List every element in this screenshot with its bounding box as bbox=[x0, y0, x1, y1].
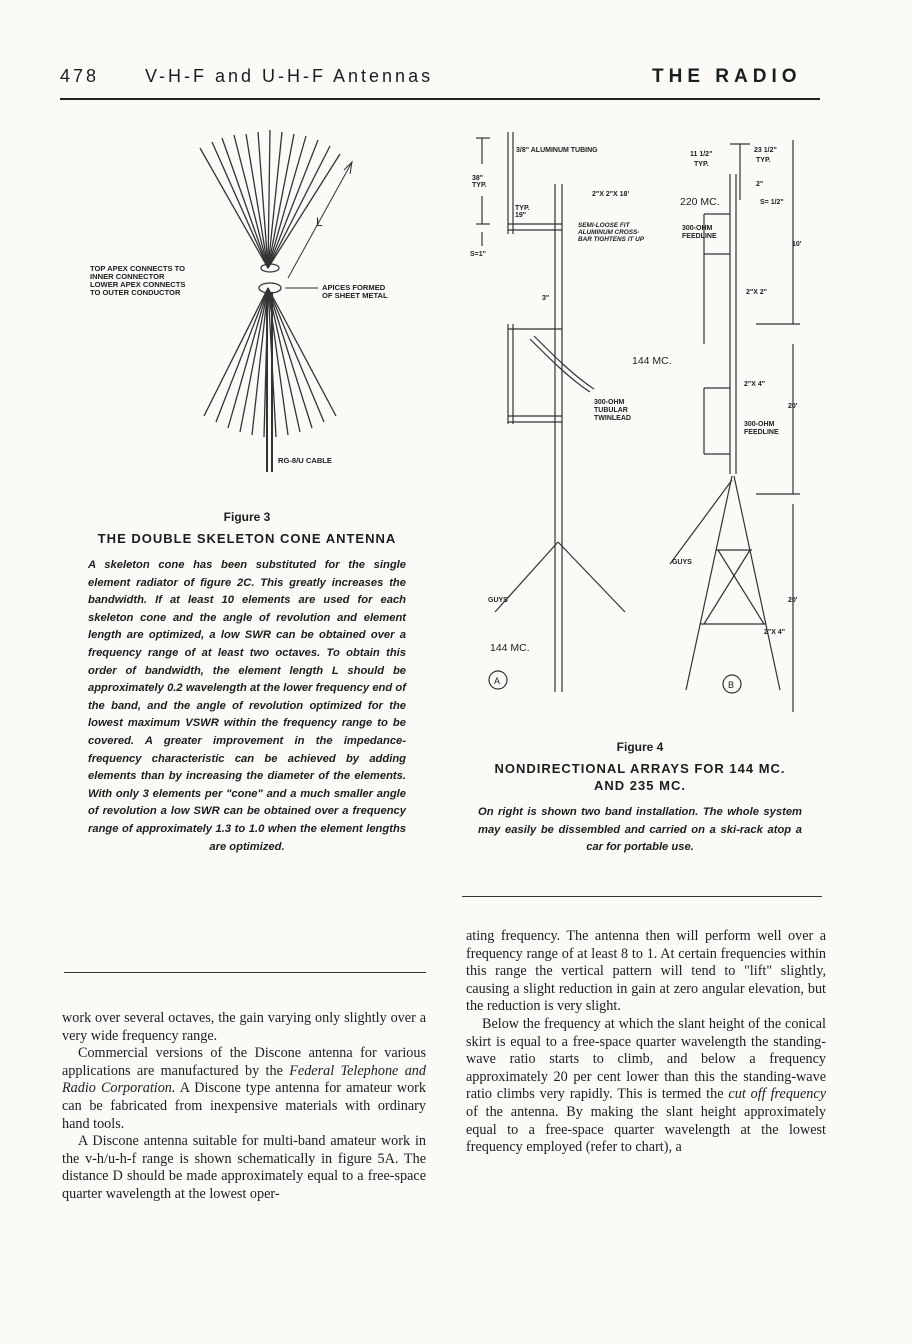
figure-4-title: NONDIRECTIONAL ARRAYS FOR 144 MC. AND 235 MC. bbox=[494, 761, 786, 793]
twinlead-line: TWINLEAD bbox=[594, 415, 631, 422]
mc144-b-label: 144 MC. bbox=[632, 355, 672, 367]
svg-text:TOP APEX CONNECTS TO INNER bbox=[90, 264, 188, 297]
dim-10-label: 10' bbox=[792, 241, 802, 248]
dim-38-line: 38" bbox=[472, 175, 484, 182]
left-column-text bbox=[62, 1010, 426, 1204]
right-column-rule bbox=[462, 896, 822, 897]
text-run: Below the frequency at which the slant height of the conical skirt is equal to a free-space quarter wavelength the standing-wave ratio starts to climb, and below a frequency approximately 20 per cent lower than this the standing-wave ratio climbs very rapidly. This is termed the bbox=[466, 1015, 826, 1103]
paragraph: A Discone antenna suitable for multi-band amateur work in the v-h/u-h-f range is shown schematically in figure 5A. The distance D should be made approximately equal to a free-space quarter wavelength at the lowest oper- bbox=[62, 1133, 426, 1202]
guys-a-label: GUYS bbox=[488, 597, 508, 604]
twinlead-line: 300-OHM bbox=[594, 399, 625, 406]
semi-loose-line: ALUMINUM CROSS- bbox=[578, 229, 640, 236]
dim-23-line: 23 1/2" bbox=[754, 147, 777, 154]
dim-s-half-label: S= 1/2" bbox=[760, 199, 784, 206]
left-column-rule bbox=[64, 972, 426, 973]
semi-loose-line: SEMI-LOOSE FIT bbox=[578, 222, 630, 229]
feed-b1-line: FEEDLINE bbox=[682, 233, 717, 240]
dim-20b-label: 20' bbox=[788, 597, 798, 604]
lumber-b1-label: 2"X 2" bbox=[746, 289, 768, 296]
semi-loose-line: BAR TIGHTENS IT UP bbox=[578, 236, 645, 243]
figure-3-diagram bbox=[60, 110, 480, 500]
paragraph bbox=[466, 1016, 826, 1157]
figure-3-description: A skeleton cone has been substituted for the single element radiator of figure 2C. This greatly increases the bandwidth. If at least 10 elements are used for each skeleton cone and the angle of revolution and element length are optimized, a low SWR can be obtained over a frequency range of at least two octaves. To obtain this order of bandwidth, the element length L should be approximately 0.2 wavelength at the lower frequency end of the band, and the angle of revolution optimized for the lowest maximum VSWR within the frequency range to be covered. A greater improvement in the impedance-frequency characteristic can be achieved by adding elements than by increasing the diameter of the elements. With only 3 elements per "cone" and a much smaller angle of revolution a low SWR can be obtained over a frequency range of approximately 1.3 to 1.0 when the element lengths are optimized. bbox=[88, 559, 406, 853]
figure-3-number: Figure 3 bbox=[223, 510, 271, 524]
apices-label-line: OF SHEET METAL bbox=[322, 291, 388, 300]
dim-23-line: TYP. bbox=[756, 157, 771, 164]
feed-b2-line: FEEDLINE bbox=[744, 429, 779, 436]
running-head-section: V-H-F and U-H-F Antennas bbox=[145, 66, 434, 86]
figure-3-caption bbox=[88, 510, 406, 856]
lumber-label: 2"X 2"X 18' bbox=[592, 191, 630, 198]
lumber-b2-label: 2"X 4" bbox=[744, 381, 766, 388]
dim-11-line: TYP. bbox=[694, 161, 709, 168]
dim-20a-label: 20' bbox=[788, 403, 798, 410]
page-number: 478 bbox=[60, 66, 100, 86]
dim-2-label: 2" bbox=[756, 181, 764, 188]
dim-11-line: 11 1/2" bbox=[690, 151, 713, 158]
text-run: Commercial versions of the Discone antenna for various applications are manufactured by the bbox=[62, 1045, 426, 1079]
tubing-label: 3/8" ALUMINUM TUBING bbox=[516, 147, 598, 154]
svg-text:APICES FORMED OF SHEET MET bbox=[322, 283, 388, 300]
twinlead-line: TUBULAR bbox=[594, 407, 628, 414]
figure-3-title: THE DOUBLE SKELETON CONE ANTENNA bbox=[97, 531, 397, 546]
company-name: Federal Telephone and Radio Corporation. bbox=[62, 1062, 426, 1097]
running-head-book: THE RADIO bbox=[652, 66, 802, 87]
figure-4-diagram bbox=[460, 124, 820, 724]
feed-b1-line: 300-OHM bbox=[682, 225, 713, 232]
paragraph bbox=[62, 1045, 426, 1133]
paragraph: work over several octaves, the gain varying only slightly over a very wide frequency range. bbox=[62, 1010, 426, 1044]
header-rule bbox=[60, 98, 820, 100]
dim-19-line: 19" bbox=[515, 212, 527, 219]
term-emphasis: cut off frequency bbox=[728, 1086, 826, 1103]
apex-note-line: TOP APEX CONNECTS TO bbox=[90, 264, 186, 273]
apex-note-line: LOWER APEX CONNECTS bbox=[90, 280, 186, 289]
lumber-b3-label: 2"X 4" bbox=[764, 629, 786, 636]
feed-b2-line: 300-OHM bbox=[744, 421, 775, 428]
dim-38-line: TYP. bbox=[472, 182, 487, 189]
guys-b-label: GUYS bbox=[672, 559, 692, 566]
text-run: of the antenna. By making the slant height approximately equal to a free-space quarter wavelength at the lowest frequency employed (refer to chart), a bbox=[466, 1103, 826, 1156]
apex-note-line: TO OUTER CONDUCTOR bbox=[90, 288, 181, 297]
dim-3-label: 3" bbox=[542, 295, 550, 302]
figure-4-caption bbox=[478, 740, 802, 857]
length-label: L bbox=[316, 215, 323, 229]
dim-19-line: TYP. bbox=[515, 205, 530, 212]
dim-s1-label: S=1" bbox=[470, 251, 486, 258]
figure-4-number: Figure 4 bbox=[616, 740, 664, 754]
figure-4-description: On right is shown two band installation. The whole system may easily be dissembled and carried on a ski-rack atop a car for portable use. bbox=[478, 806, 802, 854]
apices-label-line: APICES FORMED bbox=[322, 283, 386, 292]
mc220-label: 220 MC. bbox=[680, 196, 720, 208]
label-a: A bbox=[494, 676, 501, 686]
mc144-a-label: 144 MC. bbox=[490, 642, 530, 654]
cable-label: RG-8/U CABLE bbox=[278, 456, 333, 465]
text-run: A Discone type antenna for amateur work can be fabricated from inexpensive materials with ordinary hand tools. bbox=[62, 1080, 426, 1132]
label-b: B bbox=[728, 680, 735, 690]
paragraph: ating frequency. The antenna then will perform well over a frequency range of at least 8 to 1. At certain frequencies within this range the vertical pattern will tend to "lift" slightly, causing a slight reduction in gain at zero angular elevation, but the reduction is very slight. bbox=[466, 928, 826, 1015]
svg-text:SEMI-LOOSE FIT ALUMINUM bbox=[577, 222, 645, 243]
right-column-text bbox=[466, 928, 826, 1157]
apex-note-line: INNER CONNECTOR bbox=[90, 272, 165, 281]
